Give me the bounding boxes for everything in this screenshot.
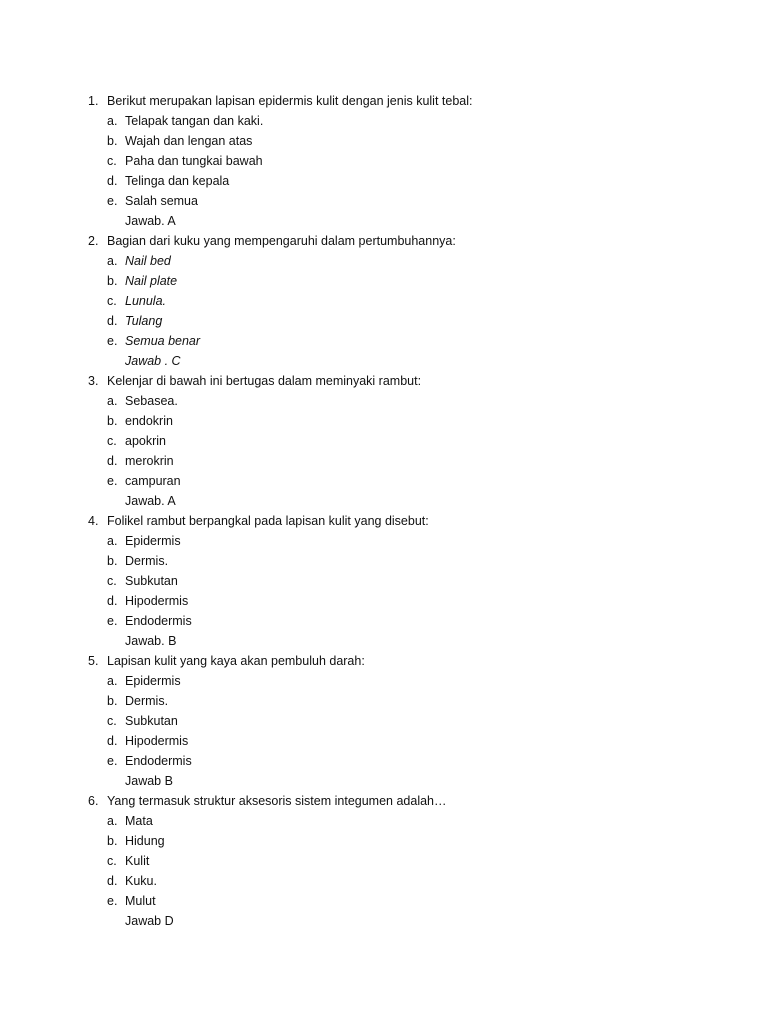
option-letter: d. xyxy=(107,594,118,608)
question-text: Berikut merupakan lapisan epidermis kulit dengan jenis kulit tebal: xyxy=(107,94,473,108)
option-text: Sebasea. xyxy=(125,394,178,408)
option-letter: e. xyxy=(107,894,118,908)
option-item xyxy=(88,431,728,451)
question-number: 6. xyxy=(88,794,99,808)
option-letter: b. xyxy=(107,134,118,148)
option-item xyxy=(88,551,728,571)
question-5 xyxy=(88,651,728,671)
option-letter: e. xyxy=(107,474,118,488)
option-letter: c. xyxy=(107,854,117,868)
option-text: Dermis. xyxy=(125,554,169,568)
option-item xyxy=(88,331,728,351)
option-letter: e. xyxy=(107,754,118,768)
option-text: Tulang xyxy=(125,314,163,328)
option-item xyxy=(88,671,728,691)
option-letter: e. xyxy=(107,614,118,628)
option-text: Nail plate xyxy=(125,274,178,288)
option-item xyxy=(88,131,728,151)
option-letter: a. xyxy=(107,534,118,548)
option-text: Wajah dan lengan atas xyxy=(125,134,253,148)
option-text: Epidermis xyxy=(125,534,181,548)
option-letter: a. xyxy=(107,814,118,828)
option-item xyxy=(88,891,728,911)
option-letter: a. xyxy=(107,114,118,128)
question-number: 4. xyxy=(88,514,99,528)
option-text: Telapak tangan dan kaki. xyxy=(125,114,264,128)
answer-key: Jawab. B xyxy=(125,634,177,648)
option-text: Salah semua xyxy=(125,194,198,208)
question-number: 1. xyxy=(88,94,99,108)
option-item xyxy=(88,571,728,591)
answer-key: Jawab D xyxy=(125,914,174,928)
option-item xyxy=(88,591,728,611)
option-text: apokrin xyxy=(125,434,166,448)
option-item xyxy=(88,151,728,171)
answer-line xyxy=(88,491,728,511)
option-text: endokrin xyxy=(125,414,173,428)
question-text: Yang termasuk struktur aksesoris sistem integumen adalah… xyxy=(107,794,447,808)
option-letter: b. xyxy=(107,554,118,568)
option-item xyxy=(88,311,728,331)
answer-key: Jawab . C xyxy=(125,354,181,368)
question-number: 2. xyxy=(88,234,99,248)
option-item xyxy=(88,851,728,871)
option-text: Mulut xyxy=(125,894,156,908)
option-letter: d. xyxy=(107,734,118,748)
option-letter: c. xyxy=(107,154,117,168)
question-number: 3. xyxy=(88,374,99,388)
option-item xyxy=(88,711,728,731)
option-text: Telinga dan kepala xyxy=(125,174,230,188)
option-text: Nail bed xyxy=(125,254,171,268)
question-2 xyxy=(88,231,728,251)
question-text: Bagian dari kuku yang mempengaruhi dalam pertumbuhannya: xyxy=(107,234,456,248)
option-item xyxy=(88,751,728,771)
option-item xyxy=(88,411,728,431)
question-1 xyxy=(88,91,728,111)
option-text: Lunula. xyxy=(125,294,167,308)
option-item xyxy=(88,691,728,711)
option-item xyxy=(88,271,728,291)
option-text: Hidung xyxy=(125,834,165,848)
answer-key: Jawab. A xyxy=(125,214,176,228)
option-letter: b. xyxy=(107,834,118,848)
option-text: Mata xyxy=(125,814,153,828)
option-letter: a. xyxy=(107,674,118,688)
option-item xyxy=(88,471,728,491)
option-text: Endodermis xyxy=(125,754,192,768)
answer-key: Jawab B xyxy=(125,774,173,788)
answer-line xyxy=(88,631,728,651)
option-item xyxy=(88,531,728,551)
option-letter: c. xyxy=(107,294,117,308)
option-letter: e. xyxy=(107,334,118,348)
answer-line xyxy=(88,211,728,231)
option-text: Dermis. xyxy=(125,694,169,708)
question-text: Lapisan kulit yang kaya akan pembuluh darah: xyxy=(107,654,365,668)
quiz-list xyxy=(88,91,728,931)
option-letter: d. xyxy=(107,454,118,468)
option-item xyxy=(88,291,728,311)
option-item xyxy=(88,251,728,271)
option-item xyxy=(88,171,728,191)
option-item xyxy=(88,111,728,131)
option-letter: d. xyxy=(107,314,118,328)
option-item xyxy=(88,811,728,831)
option-item xyxy=(88,731,728,751)
option-item xyxy=(88,451,728,471)
option-text: Epidermis xyxy=(125,674,181,688)
option-item xyxy=(88,831,728,851)
option-text: Endodermis xyxy=(125,614,192,628)
option-text: Hipodermis xyxy=(125,594,189,608)
question-6 xyxy=(88,791,728,811)
option-text: Semua benar xyxy=(125,334,201,348)
option-text: merokrin xyxy=(125,454,174,468)
answer-key: Jawab. A xyxy=(125,494,176,508)
question-4 xyxy=(88,511,728,531)
option-text: Subkutan xyxy=(125,714,178,728)
answer-line xyxy=(88,911,728,931)
option-text: campuran xyxy=(125,474,181,488)
option-letter: b. xyxy=(107,694,118,708)
question-text: Kelenjar di bawah ini bertugas dalam meminyaki rambut: xyxy=(107,374,422,388)
option-letter: d. xyxy=(107,174,118,188)
option-text: Kulit xyxy=(125,854,150,868)
option-text: Subkutan xyxy=(125,574,178,588)
question-text: Folikel rambut berpangkal pada lapisan kulit yang disebut: xyxy=(107,514,429,528)
option-letter: e. xyxy=(107,194,118,208)
option-letter: c. xyxy=(107,714,117,728)
question-3 xyxy=(88,371,728,391)
answer-line xyxy=(88,771,728,791)
option-item xyxy=(88,391,728,411)
question-number: 5. xyxy=(88,654,99,668)
option-letter: d. xyxy=(107,874,118,888)
option-letter: c. xyxy=(107,574,117,588)
option-item xyxy=(88,871,728,891)
option-letter: b. xyxy=(107,274,118,288)
option-text: Kuku. xyxy=(125,874,157,888)
option-item xyxy=(88,191,728,211)
answer-line xyxy=(88,351,728,371)
option-letter: a. xyxy=(107,254,118,268)
option-item xyxy=(88,611,728,631)
option-letter: c. xyxy=(107,434,117,448)
option-letter: a. xyxy=(107,394,118,408)
option-letter: b. xyxy=(107,414,118,428)
option-text: Paha dan tungkai bawah xyxy=(125,154,263,168)
option-text: Hipodermis xyxy=(125,734,189,748)
